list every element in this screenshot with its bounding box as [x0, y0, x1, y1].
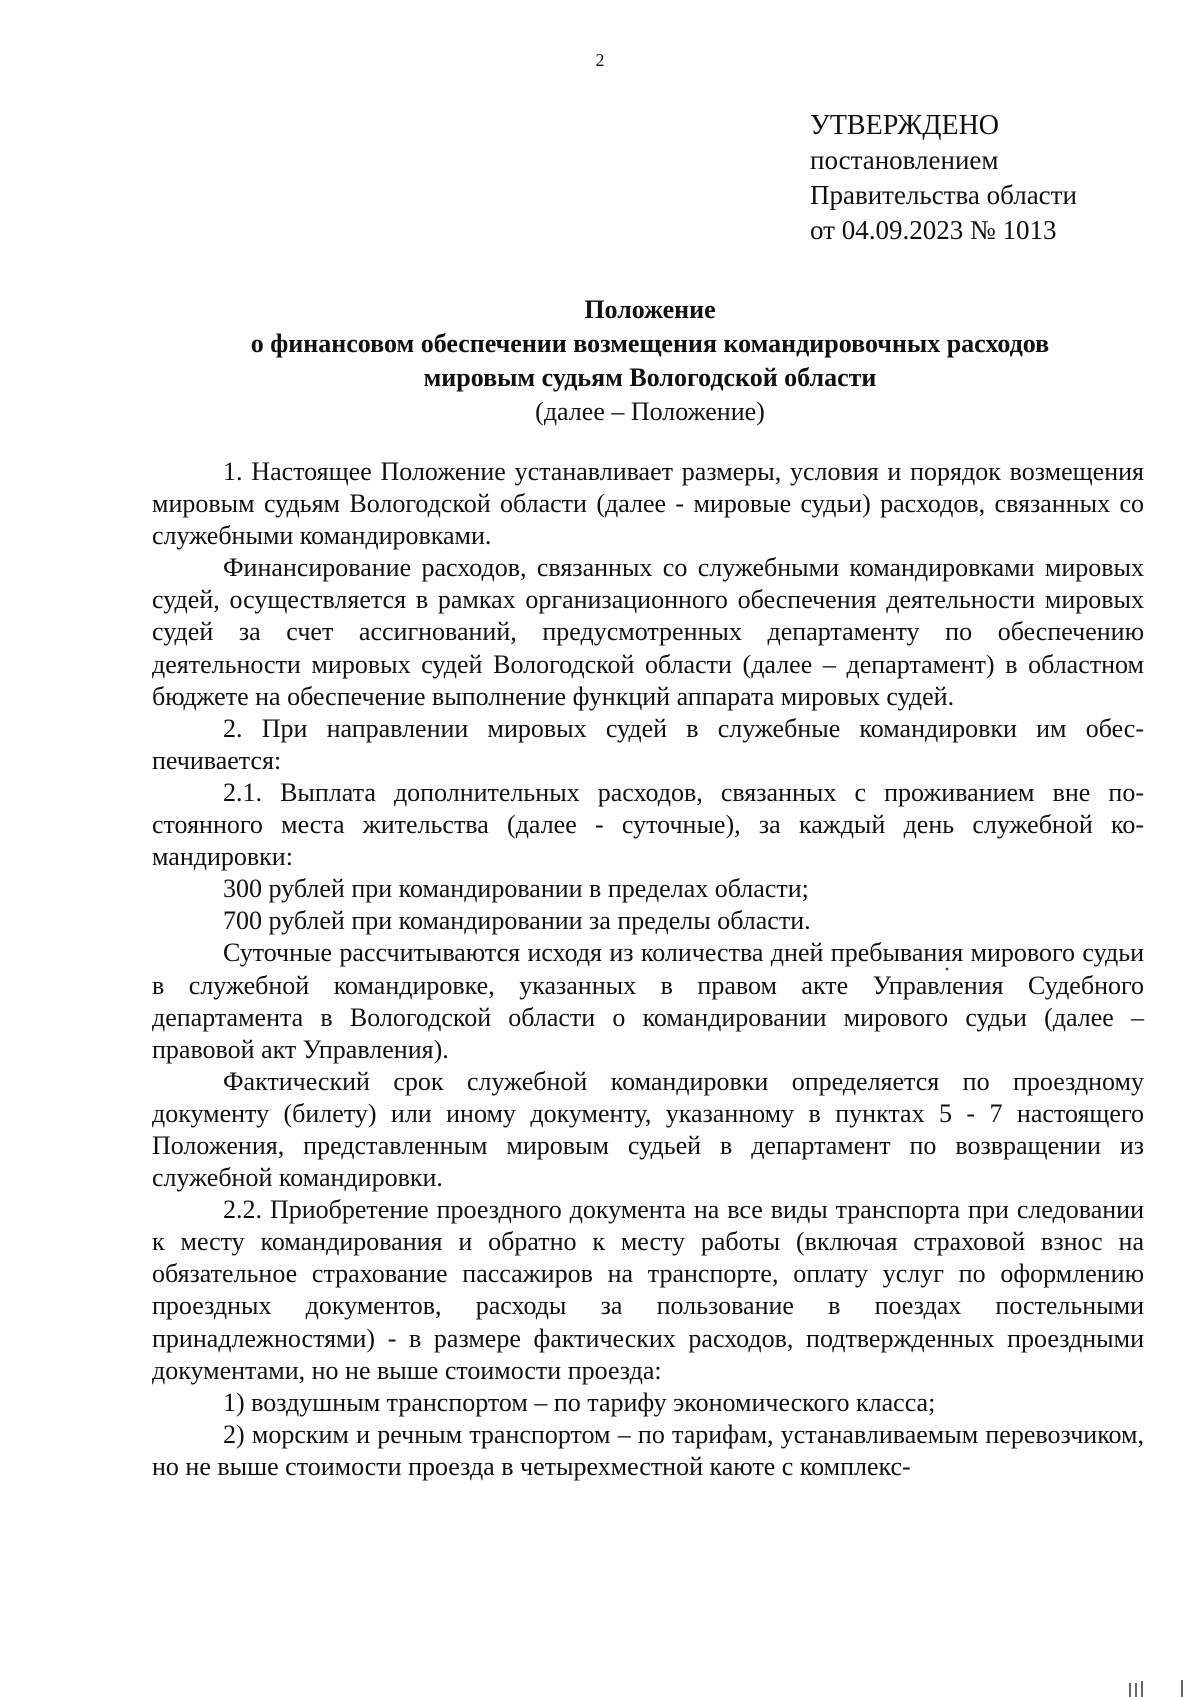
paragraph-2: Финансирование расходов, связанных со служебными командировками мировых судей, осуществляется в рамках организационного обеспечения деятельности мировых судей за счет ассигнований, предусмотренных департаменту по обеспечению деятельности мировых судей Вологодской области (далее – департамент) в областном бюджете на обеспечение выполнение функций аппарата мировых судей.	[152, 553, 1144, 711]
document-body	[152, 456, 1144, 1483]
paragraph-7: Суточные рассчитываются исходя из количества дней пребывания мирового судьи в служебной командировке, указанных в правом акте Управления Судебного департамента в Вологодской области о командировании мирового судьи (далее – правовой акт Управления).	[152, 938, 1144, 1064]
approval-line-resolution: постановлением	[810, 145, 999, 175]
paragraph-8: Фактический срок служебной командировки определяется по проездному документу (билету) или иному документу, указанному в пунктах 5 - 7 настоящего Положения, представленным мировым судьей в департамент по возвращении из служебной командировки.	[152, 1066, 1144, 1193]
paragraph-1: 1. Настоящее Положение устанавливает размеры, условия и порядок возмещения мировым судьям Вологодской области (далее - мировые судьи) расходов, связанных со служебными командировками.	[152, 457, 1144, 551]
approval-line-government: Правительства области	[810, 180, 1077, 210]
paragraph-9: 2.2. Приобретение проездного документа на все виды транспорта при следовании к месту командирования и обратно к месту работы (включая страховой взнос на обязательное страхование пассажиров на транспорте, оплату услуг по оформлению проездных документов, расходы за пользование в поездах постельными принадлежностями) - в размере фактических расходов, подтвержденных проездными документами, но не выше стоимости проезда:	[152, 1195, 1144, 1385]
paragraph-11: 2) морским и речным транспортом – по тарифам, устанавливаемым перевозчиком, но не выше стоимости проезда в четырехместной каюте с комплекс-	[152, 1419, 1144, 1481]
approval-line-date-number: от 04.09.2023 № 1013	[810, 215, 1057, 245]
paragraph-3: 2. При направлении мировых судей в служебные командировки им обеспечивается:	[152, 713, 1144, 775]
approval-heading: УТВЕРЖДЕНО	[810, 110, 1000, 141]
approval-stamp-block	[810, 108, 1190, 248]
paragraph-6: 700 рублей при командировании за пределы области.	[223, 906, 811, 936]
page-number: 2	[595, 50, 605, 70]
title-line-1: Положение	[584, 295, 716, 324]
document-title	[150, 293, 1150, 429]
paragraph-10: 1) воздушным транспортом – по тарифу экономического класса;	[223, 1387, 936, 1417]
title-line-3: мировым судьям Вологодской области	[423, 363, 877, 392]
title-line-4: (далее – Положение)	[535, 397, 765, 426]
title-line-2: о финансовом обеспечении возмещения командировочных расходов	[250, 329, 1050, 358]
paragraph-5: 300 рублей при командировании в пределах области;	[223, 874, 809, 904]
paragraph-4: 2.1. Выплата дополнительных расходов, связанных с проживанием вне постоянного места жительства (далее - суточные), за каждый день служебной командировки:	[152, 777, 1144, 872]
